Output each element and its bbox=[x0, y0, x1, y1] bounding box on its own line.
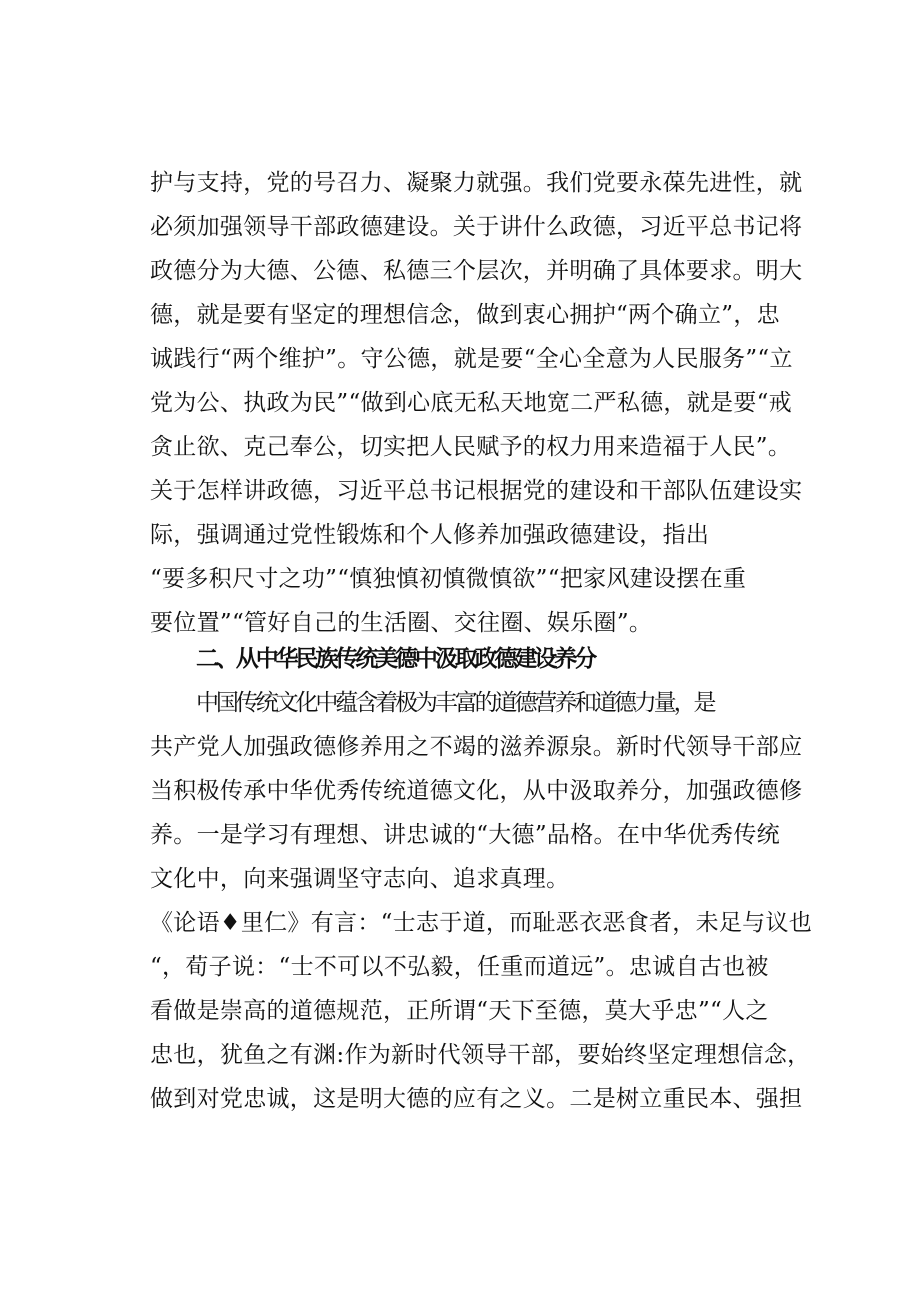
paragraph-line: 《论语♦里仁》有言：“士志于道，而耻恶衣恶食者，未足与议也 bbox=[150, 910, 813, 936]
paragraph-line: 政德分为大德、公德、私德三个层次，并明确了具体要求。明大 bbox=[150, 258, 803, 284]
paragraph-line: 当积极传承中华优秀传统道德文化，从中汲取养分，加强政德修 bbox=[150, 778, 803, 804]
paragraph-line: 贪止欲、克己奉公，切实把人民赋予的权力用来造福于人民”。 bbox=[150, 434, 792, 460]
paragraph-line: 养。一是学习有理想、讲忠诚的“大德”品格。在中华优秀传统 bbox=[150, 822, 780, 848]
paragraph-line: 要位置”“管好自己的生活圈、交往圈、娱乐圈”。 bbox=[150, 610, 653, 636]
paragraph-line: 忠也，犹鱼之有渊:作为新时代领导干部，要始终坚定理想信念， bbox=[150, 1042, 811, 1068]
paragraph-line: 护与支持，党的号召力、凝聚力就强。我们党要永葆先进性，就 bbox=[150, 170, 803, 196]
paragraph-line: 必须加强领导干部政德建设。关于讲什么政德，习近平总书记将 bbox=[150, 214, 803, 240]
section-heading: 二、从中华民族传统美德中汲取政德建设养分 bbox=[196, 646, 595, 672]
paragraph-line: 中国传统文化中蕴含着极为丰富的道德营养和道德力量，是 bbox=[196, 690, 714, 716]
paragraph-line: 党为公、执政为民”“做到心底无私天地宽二严私德，就是要“戒 bbox=[150, 390, 792, 416]
paragraph-line: 文化中，向来强调坚守志向、追求真理。 bbox=[150, 866, 570, 892]
paragraph-line: “要多积尺寸之功”“慎独慎初慎微慎欲”“把家风建设摆在重 bbox=[150, 566, 747, 592]
paragraph-line: 做到对党忠诚，这是明大德的应有之义。二是树立重民本、强担 bbox=[150, 1086, 803, 1112]
paragraph-line: 际，强调通过党性锻炼和个人修养加强政德建设，指出 bbox=[150, 522, 710, 548]
paragraph-line: 看做是崇高的道德规范，正所谓“天下至德，莫大乎忠”“人之 bbox=[150, 998, 769, 1024]
paragraph-line: “，荀子说：“士不可以不弘毅，任重而道远”。忠诚自古也被 bbox=[150, 954, 769, 980]
paragraph-line: 关于怎样讲政德，习近平总书记根据党的建设和干部队伍建设实 bbox=[150, 478, 803, 504]
paragraph-line: 德，就是要有坚定的理想信念，做到衷心拥护“两个确立”，忠 bbox=[150, 302, 780, 328]
paragraph-line: 诚践行“两个维护”。守公德，就是要“全心全意为人民服务”“立 bbox=[150, 346, 793, 372]
paragraph-line: 共产党人加强政德修养用之不竭的滋养源泉。新时代领导干部应 bbox=[150, 734, 803, 760]
